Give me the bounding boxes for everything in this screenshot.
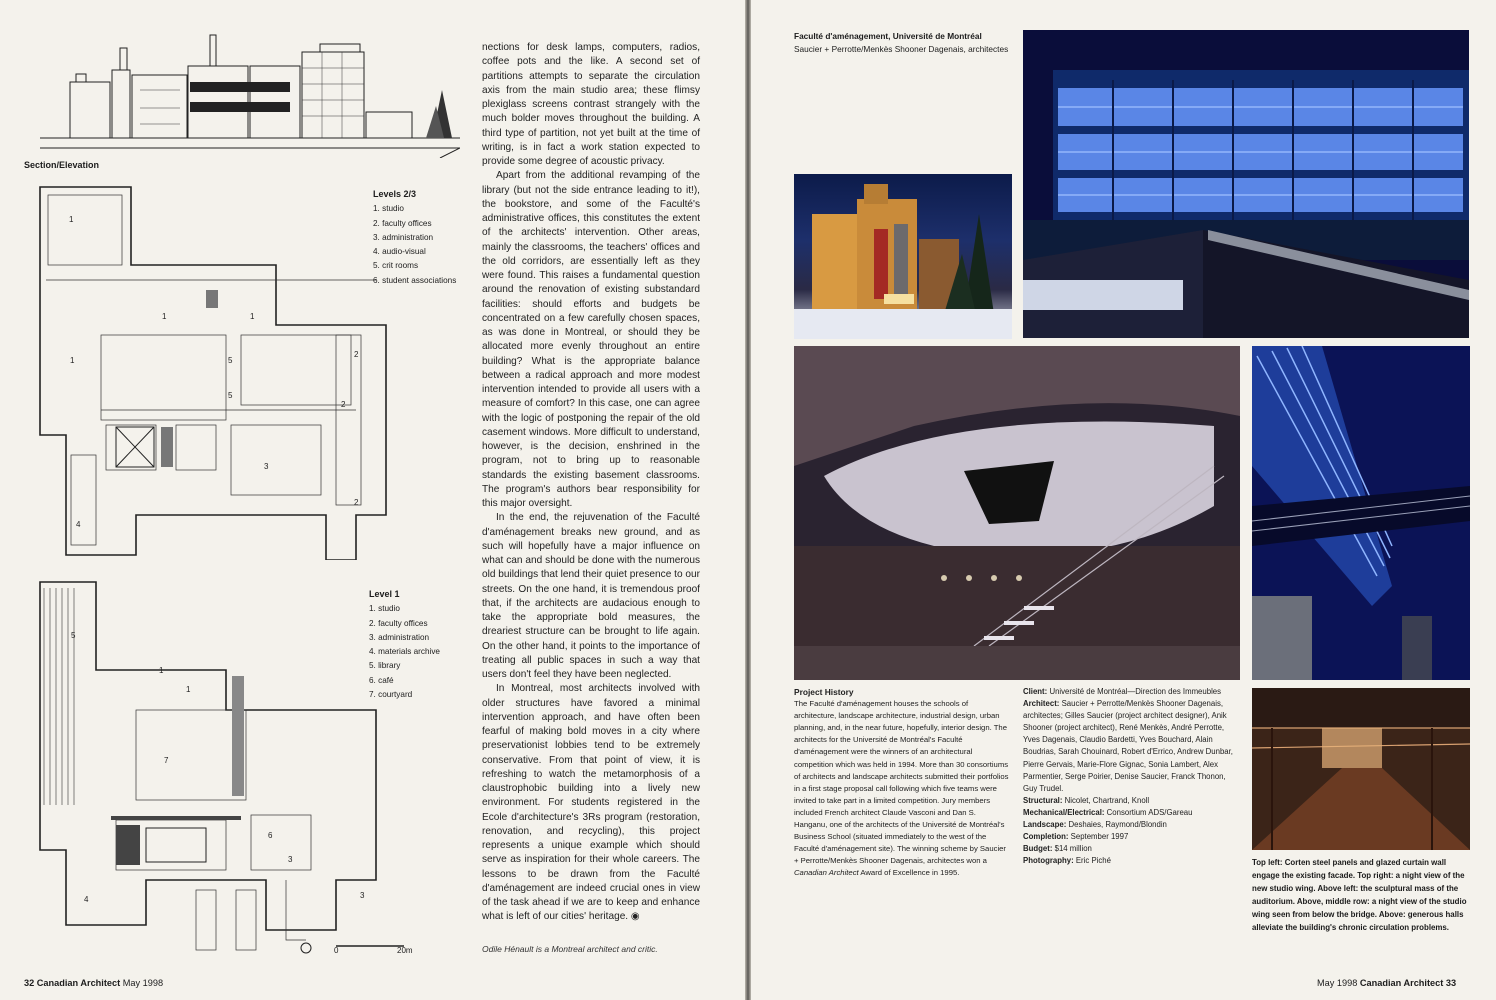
svg-text:1: 1 (70, 356, 75, 365)
folio-page-number: 33 (1445, 978, 1457, 988)
halls-illustration (1252, 688, 1470, 850)
legend-item: 6. student associations (373, 275, 457, 285)
legend-item: 3. administration (369, 632, 430, 642)
svg-text:1: 1 (162, 312, 167, 321)
photo-below-bridge (1252, 346, 1470, 680)
below-bridge-illustration (1252, 346, 1470, 680)
levels-2-3-title: Levels 2/3 (373, 189, 417, 199)
svg-text:6: 6 (268, 831, 273, 840)
credit-value: Université de Montréal—Direction des Immeubles (1049, 687, 1222, 696)
level-1-legend (369, 587, 440, 702)
svg-text:3: 3 (360, 891, 365, 900)
credit-value: Saucier + Perrotte/Menkès Shooner Dagenais, architectes; Gilles Saucier (project architect designer), Anik Shooner (project architect), René Menkès, André Perrotte, Yves Dagenais, Claudio Bardetti, Yves Bouchard, Alain Boudrias, Sarah Chouinard, Robert d'Errico, Andrew Dunbar, Pierre Gervais, Marie-Flore Gignac, Sonia Lambert, Alex Parmentier, Serge Poirier, Denise Saucier, Franck Thonon, Guy Trudel. (1023, 699, 1233, 793)
auditorium-illustration (794, 346, 1240, 680)
svg-text:5: 5 (228, 391, 233, 400)
legend-item: 3. administration (373, 232, 434, 242)
project-history-award-title: Canadian Architect (794, 868, 859, 878)
legend-item: 4. materials archive (369, 647, 440, 657)
studio-wing-illustration (1023, 30, 1469, 338)
project-history (794, 686, 1009, 880)
credit-label: Landscape: (1023, 820, 1067, 830)
folio-magazine: Canadian Architect (36, 978, 121, 988)
svg-text:4: 4 (84, 895, 89, 904)
svg-text:1: 1 (69, 215, 74, 224)
legend-item: 1. studio (373, 204, 404, 214)
author-byline: Odile Hénault is a Montreal architect and critic. (482, 944, 658, 954)
left-page (0, 0, 745, 1000)
svg-text:5: 5 (228, 356, 233, 365)
credit-value: Deshaies, Raymond/Blondin (1068, 820, 1167, 830)
folio-magazine: Canadian Architect (1359, 978, 1444, 988)
credit-label: Architect: (1023, 699, 1060, 709)
legend-item: 1. studio (369, 604, 400, 614)
article-paragraph: nections for desk lamps, computers, radios, coffee pots and the like. A second set of partitions attempts to separate the circulation axis from the main studio area; these flimsy plexiglass screens contrast strangely with the much bolder moves throughout the building. A third type of partition, not yet built at the time of writing, is in fact a work station expected to provide some degree of acoustic privacy. (482, 42, 700, 167)
credit-structural (1023, 795, 1241, 807)
left-folio (24, 978, 163, 988)
facade-dusk-illustration (794, 174, 1012, 339)
credit-photography (1023, 855, 1241, 867)
legend-item: 6. café (369, 675, 394, 685)
folio-date: May 1998 (122, 978, 164, 988)
svg-text:2: 2 (354, 498, 359, 507)
legend-item: 4. audio-visual (373, 247, 426, 257)
project-history-award-rest: Award of Excellence in 1995. (860, 868, 960, 878)
legend-item: 5. library (369, 661, 401, 671)
folio-date: May 1998 (1317, 978, 1358, 988)
levels-2-3-legend (373, 187, 456, 288)
right-folio (1317, 978, 1456, 988)
svg-text:1: 1 (159, 666, 164, 675)
folio-page-number: 32 (24, 978, 35, 988)
credit-value: September 1997 (1070, 832, 1129, 842)
scale-bar-end: 20m (397, 946, 413, 955)
credit-value: Eric Piché (1075, 856, 1111, 866)
section-elevation-drawing (40, 30, 460, 158)
credit-value: Consortium ADS/Gareau (1106, 807, 1193, 817)
credit-completion (1023, 831, 1241, 843)
project-credits (1023, 686, 1241, 867)
legend-item: 2. faculty offices (369, 618, 428, 628)
credit-value: Nicolet, Chartrand, Knoll (1064, 795, 1150, 805)
project-architects: Saucier + Perrotte/Menkès Shooner Dagenais, architectes (794, 43, 1009, 54)
svg-text:3: 3 (264, 462, 269, 471)
photo-facade-dusk (794, 174, 1012, 339)
project-title: Faculté d'aménagement, Université de Montréal (794, 31, 982, 41)
credit-architect (1023, 698, 1241, 795)
legend-item: 7. courtyard (369, 690, 413, 700)
svg-text:1: 1 (250, 312, 255, 321)
svg-text:4: 4 (76, 520, 81, 529)
svg-text:1: 1 (186, 685, 191, 694)
article-body (482, 41, 700, 925)
credit-budget (1023, 843, 1241, 855)
credit-label: Completion: (1023, 832, 1069, 842)
section-elevation-caption: Section/Elevation (24, 160, 100, 170)
credit-label: Budget: (1023, 844, 1053, 854)
svg-text:5: 5 (71, 631, 76, 640)
legend-item: 2. faculty offices (373, 218, 432, 228)
svg-text:2: 2 (354, 350, 359, 359)
article-paragraph: Apart from the additional revamping of the library (but not the side entrance leading to it!), the bookstore, and some of the Faculté's administrative offices, this constitutes the extent of the architects' intervention. Other areas, mainly the classrooms, the teachers' offices and the old corridors, are essentially left as they were found. This raises a fundamental question around the renovation of existing substandard facilities: should efforts and budgets be concentrated on a few carefully chosen spaces, as was done in Montreal, or should they be allocated more evenly throughout an entire building? What is the appropriate balance between a radical approach and more modest intervention intended to provide all users with a measure of comfort? In this case, one can agree with the logic of postponing the repair of the old casement windows. More difficult to understand, however, is the decision, enshrined in the program, not to bring up to reasonable standards the existing basement classrooms. The program's authors bear responsibility for this major oversight. (482, 170, 700, 509)
right-page (751, 0, 1496, 1000)
svg-text:2: 2 (341, 400, 346, 409)
level-1-floor-plan (36, 580, 406, 960)
svg-text:7: 7 (164, 756, 169, 765)
credit-label: Mechanical/Electrical: (1023, 807, 1105, 817)
project-history-text: The Faculté d'aménagement houses the schools of architecture, landscape architecture, industrial design, urban planning, and, in the near future, hopefully, interior design. The architects for the Université de Montréal's Faculté d'aménagement were the winners of an architectural competition which was held in 1994. More than 30 consortiums of architects and landscape architects submitted their portfolios in a first stage proposal call following which five teams were invited to take part in a limited competition. Jury members included French architect Claude Vasconi and Dan S. Hanganu, one of the architects of the Université de Montréal's Business School (situated immediately to the west of the Faculté d'aménagement site). The winning scheme by Saucier + Perrotte/Menkès Shooner Dagenais, architectes won a (794, 699, 1009, 866)
photo-studio-wing-night (1023, 30, 1469, 338)
credit-label: Client: (1023, 687, 1048, 696)
credit-client (1023, 686, 1241, 698)
credit-landscape (1023, 819, 1241, 831)
levels-2-3-floor-plan (36, 185, 396, 560)
project-history-heading: Project History (794, 687, 854, 697)
article-paragraph: In Montreal, most architects involved with older structures have favored a minimal intervention approach, and have often been fearful of making bold moves in a city where preservationist lobbies tend to be extremely conservative. From that point of view, it is refreshing to watch the metamorphosis of a claustrophobic building into a lively new environment. For students registered in the Ecole d'architecture's 3Rs program (restoration, renovation, and recycling), this project represents a unique example which should serve as inspiration for their whole careers. The lessons to be drawn from the Faculté d'aménagement are indeed crucial ones in view of the task ahead if we are to keep and enhance what is left of our cities' heritage. ◉ (482, 683, 700, 923)
photo-auditorium-interior (794, 346, 1240, 680)
photo-generous-halls (1252, 688, 1470, 850)
credit-label: Structural: (1023, 795, 1063, 805)
credit-mechanical-electrical (1023, 807, 1241, 819)
credit-value: $14 million (1054, 844, 1092, 854)
photo-caption: Top left: Corten steel panels and glazed curtain wall engage the existing facade. Top right: a night view of the new studio wing. Above left: the sculptural mass of the auditorium. Above, middle row: a night view of the studio wing seen from below the bridge. Above: generous halls alleviate the building's chronic circulation problems. (1252, 858, 1467, 932)
level-1-title: Level 1 (369, 589, 400, 599)
svg-text:3: 3 (288, 855, 293, 864)
legend-item: 5. crit rooms (373, 261, 419, 271)
article-paragraph: In the end, the rejuvenation of the Faculté d'aménagement breaks new ground, and as such will hopefully have a major influence on what can and should be done with the numerous old buildings that lend their quiet presence to our streets. On the one hand, it is tremendous proof that, if the architects are audacious enough to take the appropriate bold measures, the dreariest structure can be brought to life again. On the other hand, it points to the importance of treating all public spaces in such a way that users don't feel they have been neglected. (482, 512, 700, 680)
project-title-block (794, 30, 1008, 55)
credit-label: Photography: (1023, 856, 1074, 866)
scale-bar-zero: 0 (334, 946, 339, 955)
